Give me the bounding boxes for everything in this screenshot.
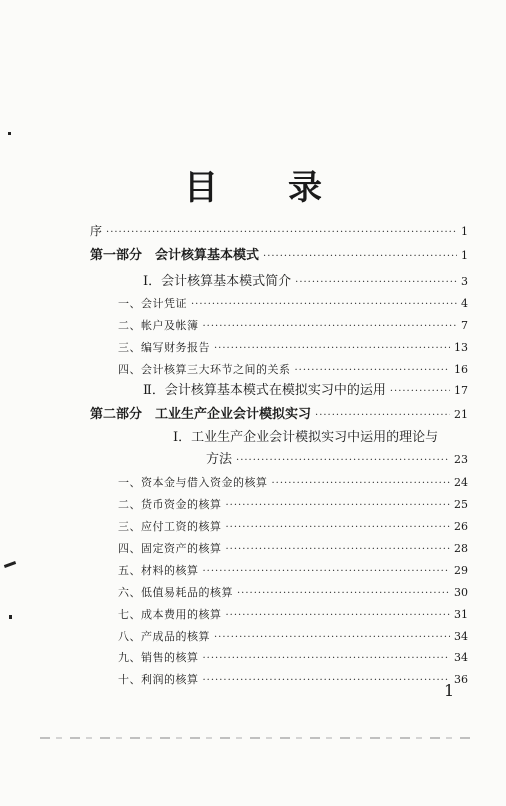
toc-label: 一、资本金与借入资金的核算: [118, 476, 268, 489]
toc-label: 四、固定资产的核算: [118, 542, 222, 555]
leader-dots: [226, 520, 451, 536]
toc-entry-subsection[interactable]: [118, 541, 468, 558]
toc-entry-subsection[interactable]: [118, 362, 468, 379]
page-number: 1: [444, 681, 455, 700]
toc-entry-subsection[interactable]: [118, 650, 468, 667]
toc-label: Ⅰ．会计核算基本模式简介: [143, 274, 292, 289]
toc-entry-subsection[interactable]: [118, 340, 468, 357]
toc-label: 第一部分 会计核算基本模式: [90, 248, 260, 263]
scan-speck: [8, 132, 11, 135]
toc-label: 三、应付工资的核算: [118, 520, 222, 533]
toc-label: 二、货币资金的核算: [118, 498, 222, 511]
toc-entry-subsection[interactable]: [118, 585, 468, 602]
toc-page: 24: [454, 476, 468, 489]
toc-entry-subsection[interactable]: [118, 296, 468, 313]
toc-entry-section[interactable]: [143, 274, 468, 291]
toc-label: Ⅱ．会计核算基本模式在模拟实习中的运用: [143, 383, 386, 398]
toc-page: 13: [454, 341, 468, 354]
toc-page: 17: [454, 384, 468, 397]
toc-entry-subsection[interactable]: [118, 475, 468, 492]
leader-dots: [390, 384, 450, 400]
toc-entry-section[interactable]: [143, 383, 468, 400]
toc-entry-subsection[interactable]: [118, 629, 468, 646]
toc-entry-preface[interactable]: [90, 223, 468, 241]
leader-dots: [191, 297, 457, 313]
toc-entry-part-1[interactable]: [90, 248, 468, 265]
toc-entry-subsection[interactable]: [118, 519, 468, 536]
leader-dots: [295, 363, 451, 379]
leader-dots: [106, 225, 457, 241]
toc-page: 34: [454, 651, 468, 664]
toc-entry-subsection[interactable]: [118, 607, 468, 624]
toc-label: 十、利润的核算: [118, 673, 199, 686]
toc-label: 序: [90, 224, 103, 238]
toc-label: 一、会计凭证: [118, 297, 187, 310]
toc-page: 4: [461, 297, 468, 310]
leader-dots: [214, 341, 450, 357]
toc-label: Ⅰ．工业生产企业会计模拟实习中运用的理论与: [173, 430, 439, 445]
toc-entry-subsection[interactable]: [118, 318, 468, 335]
toc-page: 23: [454, 453, 468, 466]
toc-page: 25: [454, 498, 468, 511]
toc-page: 26: [454, 520, 468, 533]
title-char-1: 目: [184, 168, 218, 208]
toc-label: 八、产成品的核算: [118, 630, 210, 643]
toc-label: 二、帐户及帐簿: [118, 319, 199, 332]
leader-dots: [226, 542, 451, 558]
toc-page: 29: [454, 564, 468, 577]
toc-page: 28: [454, 542, 468, 555]
leader-dots: [272, 476, 451, 492]
toc-page: 36: [454, 673, 468, 686]
toc-label: 四、会计核算三大环节之间的关系: [118, 363, 291, 376]
leader-dots: [263, 249, 457, 265]
toc-page: 31: [454, 608, 468, 621]
toc-page: 1: [461, 225, 468, 238]
scan-artifact-line: [40, 737, 470, 739]
toc-label: 五、材料的核算: [118, 564, 199, 577]
toc-entry-section-line1[interactable]: [173, 430, 438, 446]
toc-label: 七、成本费用的核算: [118, 608, 222, 621]
toc-entry-subsection[interactable]: [118, 563, 468, 580]
leader-dots: [226, 608, 451, 624]
toc-label: 九、销售的核算: [118, 651, 199, 664]
toc-page: 34: [454, 630, 468, 643]
toc-page: 3: [461, 275, 468, 288]
leader-dots: [214, 630, 450, 646]
leader-dots: [237, 586, 450, 602]
toc-page: 30: [454, 586, 468, 599]
title-char-2: 录: [288, 168, 322, 208]
toc-entry-section-line2[interactable]: [206, 452, 468, 469]
toc-entry-subsection[interactable]: [118, 672, 468, 689]
toc-page: 16: [454, 363, 468, 376]
toc-label: 第二部分 工业生产企业会计模拟实习: [90, 407, 312, 422]
leader-dots: [203, 651, 451, 667]
toc-page: 21: [454, 408, 468, 421]
toc-label: 方法: [206, 452, 233, 467]
toc-entry-part-2[interactable]: [90, 407, 468, 424]
scan-speck: [9, 615, 12, 619]
toc-page: 7: [461, 319, 468, 332]
toc-label: 六、低值易耗品的核算: [118, 586, 233, 599]
leader-dots: [295, 275, 457, 291]
leader-dots: [236, 453, 450, 469]
leader-dots: [203, 673, 451, 689]
page-title: [0, 160, 506, 209]
leader-dots: [315, 408, 450, 424]
scan-speck: [4, 561, 16, 568]
leader-dots: [203, 564, 451, 580]
leader-dots: [226, 498, 451, 514]
toc-label: 三、编写财务报告: [118, 341, 210, 354]
toc-entry-subsection[interactable]: [118, 497, 468, 514]
toc-page: 1: [461, 249, 468, 262]
leader-dots: [203, 319, 458, 335]
